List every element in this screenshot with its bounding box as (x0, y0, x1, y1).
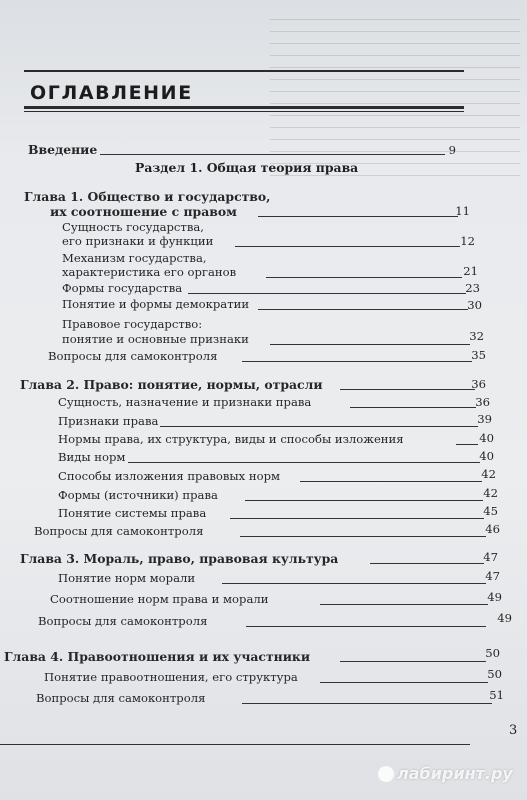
ch2-review-label: Вопросы для самоконтроля (34, 524, 204, 538)
ch1-item5-page: 32 (469, 329, 484, 343)
chapter-1-title-2: их соотношение с правом (50, 204, 237, 219)
ch2-item7-page: 45 (483, 504, 498, 518)
ch3-item2-line1: Соотношение норм права и морали (50, 592, 269, 606)
ch1-item4-page: 30 (467, 298, 482, 312)
ch2-item4-line1: Виды норм (58, 450, 126, 464)
ch2-item5-leader (300, 481, 482, 482)
ch1-item1-leader (235, 246, 460, 247)
ch2-item5-line1: Способы изложения правовых норм (58, 469, 281, 483)
ch4-item1-leader (320, 682, 488, 683)
ch3-review-page: 49 (497, 611, 512, 625)
bottom-rule (0, 744, 470, 745)
ch1-item1-line1: Сущность государства, (62, 220, 204, 234)
ch4-review-leader (242, 703, 492, 704)
ch2-item4-page: 40 (479, 449, 494, 463)
page-number: 3 (509, 723, 518, 738)
ch2-item7-line1: Понятие системы права (58, 506, 207, 520)
ch4-review-page: 51 (489, 688, 504, 702)
ch1-item4-leader (258, 309, 468, 310)
ch2-item5-page: 42 (481, 467, 496, 481)
ch1-review-leader (242, 361, 472, 362)
chapter-4-page: 50 (485, 646, 500, 660)
ch4-item1-page: 50 (487, 667, 502, 681)
chapter-3-leader (370, 563, 484, 564)
ch3-item1-leader (222, 583, 486, 584)
chapter-1-leader (258, 216, 458, 217)
ch1-item2-line2: характеристика его органов (62, 265, 237, 279)
chapter-2-title: Глава 2. Право: понятие, нормы, отрасли (20, 377, 323, 392)
chapter-2-leader (340, 389, 475, 390)
ch1-item1-line2: его признаки и функции (62, 234, 214, 248)
intro-leader (100, 154, 445, 155)
ch4-item1-line1: Понятие правоотношения, его структура (44, 670, 298, 684)
section-title: Раздел 1. Общая теория права (135, 160, 359, 175)
chapter-1-title-1: Глава 1. Общество и государство, (24, 189, 271, 204)
ch3-review-leader (246, 626, 486, 627)
ch3-item2-page: 49 (487, 590, 502, 604)
ch1-review-label: Вопросы для самоконтроля (48, 349, 218, 363)
ch1-item5-line1: Правовое государство: (62, 317, 203, 331)
ch1-item2-leader (266, 277, 462, 278)
ch3-item2-leader (320, 604, 488, 605)
ch2-item2-page: 39 (477, 412, 492, 426)
ch2-item2-leader (160, 426, 478, 427)
ch2-item1-line1: Сущность, назначение и признаки права (58, 395, 312, 409)
watermark-text: лабиринт.ру (397, 764, 513, 783)
chapter-1-page: 11 (455, 204, 470, 218)
ch2-item6-page: 42 (483, 486, 498, 500)
ch1-item3-page: 23 (465, 281, 480, 295)
ch1-item3-leader (188, 293, 466, 294)
top-rule (24, 70, 464, 72)
ch3-item1-page: 47 (485, 569, 500, 583)
title-underline (24, 106, 464, 109)
ch2-item2-line1: Признаки права (58, 414, 159, 428)
page-title: ОГЛАВЛЕНИЕ (30, 82, 193, 104)
ch2-item1-page: 36 (475, 395, 490, 409)
ch2-item7-leader (230, 518, 484, 519)
bleed-through-text (270, 8, 520, 178)
chapter-2-page: 36 (471, 377, 486, 391)
ch2-item3-page: 40 (479, 431, 494, 445)
chapter-4-title: Глава 4. Правоотношения и их участники (4, 649, 311, 664)
chapter-3-title: Глава 3. Мораль, право, правовая культура (20, 551, 339, 566)
ch3-review-label: Вопросы для самоконтроля (38, 614, 208, 628)
ch1-item1-page: 12 (460, 234, 475, 248)
ch2-item6-line1: Формы (источники) права (58, 488, 218, 502)
ch2-item6-leader (245, 500, 483, 501)
ch3-item1-line1: Понятие норм морали (58, 571, 196, 585)
ch2-review-leader (240, 536, 486, 537)
ch4-review-label: Вопросы для самоконтроля (36, 691, 206, 705)
ch2-item1-leader (350, 407, 476, 408)
ch1-item2-page: 21 (463, 264, 478, 278)
ch1-item3-line1: Формы государства (62, 281, 183, 295)
labirint-logo-icon (378, 766, 394, 782)
intro-page: 9 (448, 143, 456, 157)
ch2-review-page: 46 (485, 522, 500, 536)
ch1-item5-leader (270, 344, 470, 345)
intro-label: Введение (28, 142, 98, 157)
ch1-item5-line2: понятие и основные признаки (62, 332, 249, 346)
ch1-item2-line1: Механизм государства, (62, 251, 207, 265)
chapter-3-page: 47 (483, 550, 498, 564)
watermark-logo (378, 764, 513, 783)
ch2-item3-line1: Нормы права, их структура, виды и способы изложения (58, 432, 404, 446)
ch1-item4-line1: Понятие и формы демократии (62, 297, 250, 311)
ch2-item4-leader (128, 462, 480, 463)
ch1-review-page: 35 (471, 348, 486, 362)
chapter-4-leader (340, 661, 486, 662)
title-underline-thin (24, 111, 464, 112)
